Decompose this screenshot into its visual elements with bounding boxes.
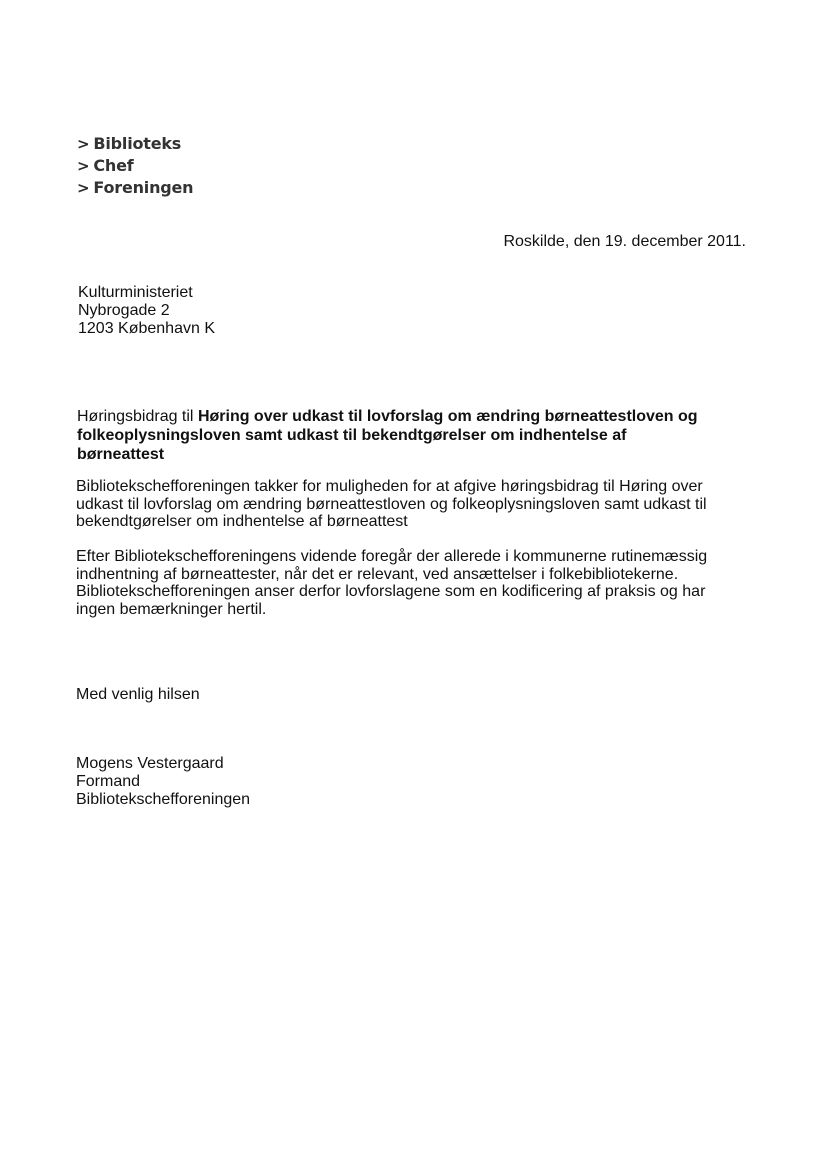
recipient-name: Kulturministeriet bbox=[78, 284, 193, 301]
letter-subject bbox=[77, 407, 717, 464]
closing-salutation: Med venlig hilsen bbox=[76, 686, 200, 703]
recipient-street: Nybrogade 2 bbox=[78, 302, 170, 319]
body-paragraph-2: Efter Bibliotekschefforeningens vidende foregår der allerede i kommunerne rutinemæssig indhentning af børneattester, når det er relevant, ved ansættelser i folkebibliotekerne. Bibliotekschefforeningen anser derfor lovforslagene som en kodificering af praksis og har ingen bemærkninger hertil. bbox=[76, 548, 708, 618]
signatory-title: Formand bbox=[76, 773, 141, 790]
signatory-organization: Bibliotekschefforeningen bbox=[76, 791, 251, 808]
organization-logo bbox=[77, 133, 193, 199]
subject-prefix: Høringsbidrag til bbox=[77, 408, 198, 425]
signature-block bbox=[76, 755, 250, 809]
logo-line-2: > Chef bbox=[77, 156, 134, 175]
letter-date: Roskilde, den 19. december 2011. bbox=[503, 233, 746, 250]
recipient-city: 1203 København K bbox=[78, 320, 215, 337]
logo-arrow-icon: > bbox=[77, 157, 90, 175]
logo-line-3: > Foreningen bbox=[77, 178, 194, 197]
signatory-name: Mogens Vestergaard bbox=[76, 755, 224, 772]
logo-line-1: > Biblioteks bbox=[77, 134, 182, 153]
body-paragraph-1: Bibliotekschefforeningen takker for muligheden for at afgive høringsbidrag til Høring over udkast til lovforslag om ændring børneattestloven og folkeoplysningsloven samt udkast til bekendtgørelser om indhentelse af børneattest bbox=[76, 478, 707, 530]
subject-title: Høring over udkast til lovforslag om ændring børneattestloven og folkeoplysningsloven samt udkast til bekendtgørelser om indhentelse af børneattest bbox=[77, 408, 698, 463]
logo-arrow-icon: > bbox=[77, 135, 90, 153]
logo-arrow-icon: > bbox=[77, 179, 90, 197]
recipient-address bbox=[78, 284, 215, 338]
